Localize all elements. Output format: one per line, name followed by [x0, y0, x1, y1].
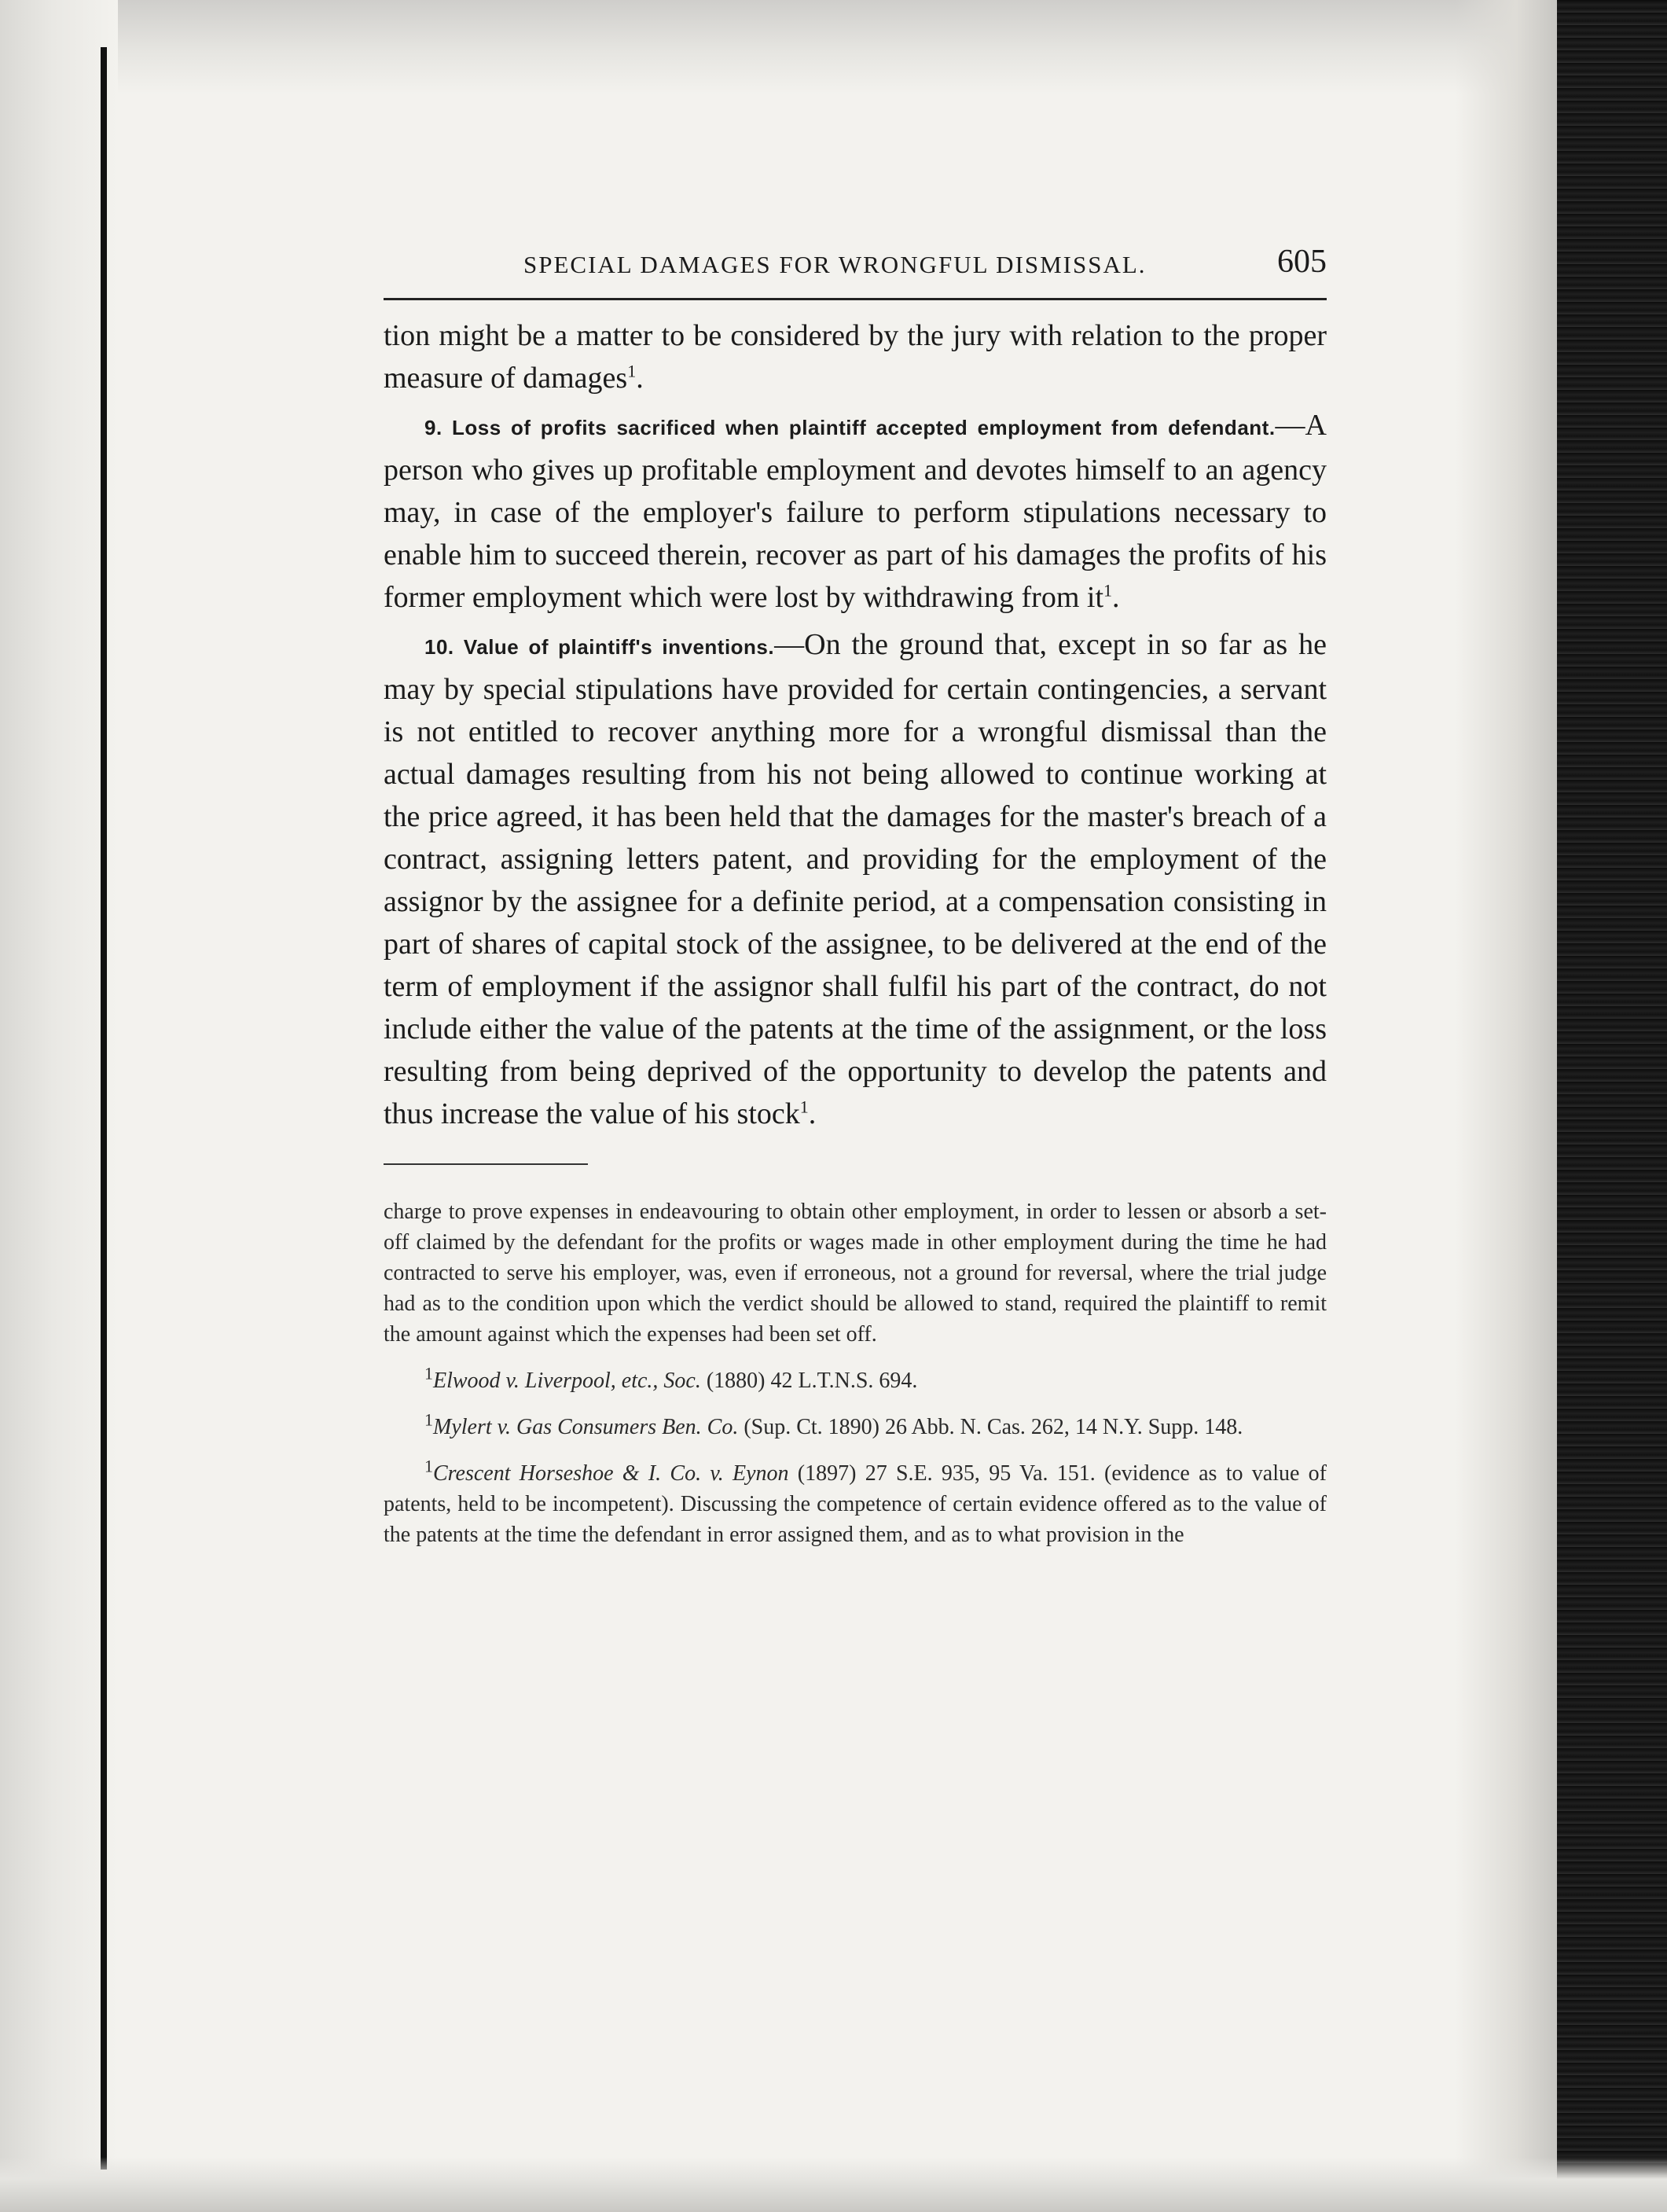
footnote-marker: 1	[424, 1456, 433, 1476]
footnote-marker: 1	[424, 1409, 433, 1430]
section-9-text: —A person who gives up profitable employment and devotes himself to an agency may, in case of the employer's failure to perform stipulations necessary to enable him to succeed therein, recover as part of his damages the profits of his former employment which were lost by withdrawing from it	[384, 409, 1327, 614]
footnote-carryover: charge to prove expenses in endeavouring to obtain other employment, in order to lessen or absorb a set-off claimed by the defendant for the profits or wages made in other employment during the time he had contracted to serve his employer, was, even if erroneous, not a ground for reversal, where the trial judge had as to the condition upon which the verdict should be allowed to stand, required the plaintiff to remit the amount against which the expenses had been set off.	[384, 1200, 1327, 1347]
section-9-heading: 9. Loss of profits sacrificed when plaintiff accepted employment from defendant.	[424, 416, 1276, 439]
footnote-3-citation: (1897) 27 S.E. 935, 95 Va. 151. (evidence as to value of patents, held to be incompetent). Discussing the competence of certain evidence offered as to the value of the patents at the time the defendant in error assigned them, and as to what provision in the	[384, 1461, 1327, 1547]
section-10-paragraph	[384, 623, 1327, 1135]
section-10-text: —On the ground that, except in so far as he may by special stipulations have provided for certain contingencies, a servant is not entitled to recover anything more for a wrongful dismissal than the actual damages resulting from his not being allowed to continue working at the price agreed, it has been held that the damages for the master's breach of a contract, assigning letters patent, and providing for the employment of the assignor by the assignee for a definite period, at a compensation consisting in part of shares of capital stock of the assignee, to be delivered at the end of the term of employment if the assignor shall fulfil his part of the contract, do not include either the value of the patents at the time of the assignment, or the loss resulting from being deprived of the opportunity to develop the patents and thus increase the value of his stock	[384, 628, 1327, 1130]
running-head	[384, 240, 1327, 287]
footnote-3-case: Crescent Horseshoe & I. Co. v. Eynon	[433, 1461, 789, 1486]
section-9-paragraph	[384, 404, 1327, 619]
scan-top-shadow	[0, 0, 1667, 94]
sentence-end: .	[636, 362, 644, 395]
footnote-ref: 1	[799, 1097, 809, 1117]
scan-right-shadow	[1455, 0, 1557, 2212]
book-page	[384, 240, 1327, 1550]
footnote-2-citation: (Sup. Ct. 1890) 26 Abb. N. Cas. 262, 14 N.Y. Supp. 148.	[738, 1415, 1243, 1439]
scan-right-edge	[1557, 0, 1667, 2212]
section-10-heading: 10. Value of plaintiff's inventions.	[424, 635, 775, 659]
header-rule	[384, 298, 1327, 300]
footnote-ref: 1	[627, 361, 637, 381]
scan-bottom-shadow	[0, 2157, 1667, 2212]
continuation-text: tion might be a matter to be considered by the jury with relation to the proper measure of damages	[384, 319, 1327, 395]
page-number: 605	[1277, 244, 1327, 280]
running-head-title: SPECIAL DAMAGES FOR WRONGFUL DISMISSAL.	[523, 251, 1147, 278]
footnote-1-case: Elwood v. Liverpool, etc., Soc.	[433, 1369, 701, 1393]
footnote-1-citation: (1880) 42 L.T.N.S. 694.	[700, 1369, 918, 1393]
footnote-2	[384, 1409, 1327, 1442]
scan-gutter-edge	[101, 47, 107, 2170]
sentence-end: .	[808, 1097, 817, 1130]
footnote-3	[384, 1458, 1327, 1550]
footnote-2-case: Mylert v. Gas Consumers Ben. Co.	[433, 1415, 739, 1439]
main-text	[384, 314, 1327, 1135]
footnote-divider	[384, 1163, 588, 1165]
footnotes	[384, 1196, 1327, 1550]
footnote-ref: 1	[1103, 580, 1113, 601]
sentence-end: .	[1112, 581, 1120, 614]
continuation-paragraph	[384, 314, 1327, 399]
footnote-1	[384, 1365, 1327, 1396]
footnote-marker: 1	[424, 1363, 433, 1383]
